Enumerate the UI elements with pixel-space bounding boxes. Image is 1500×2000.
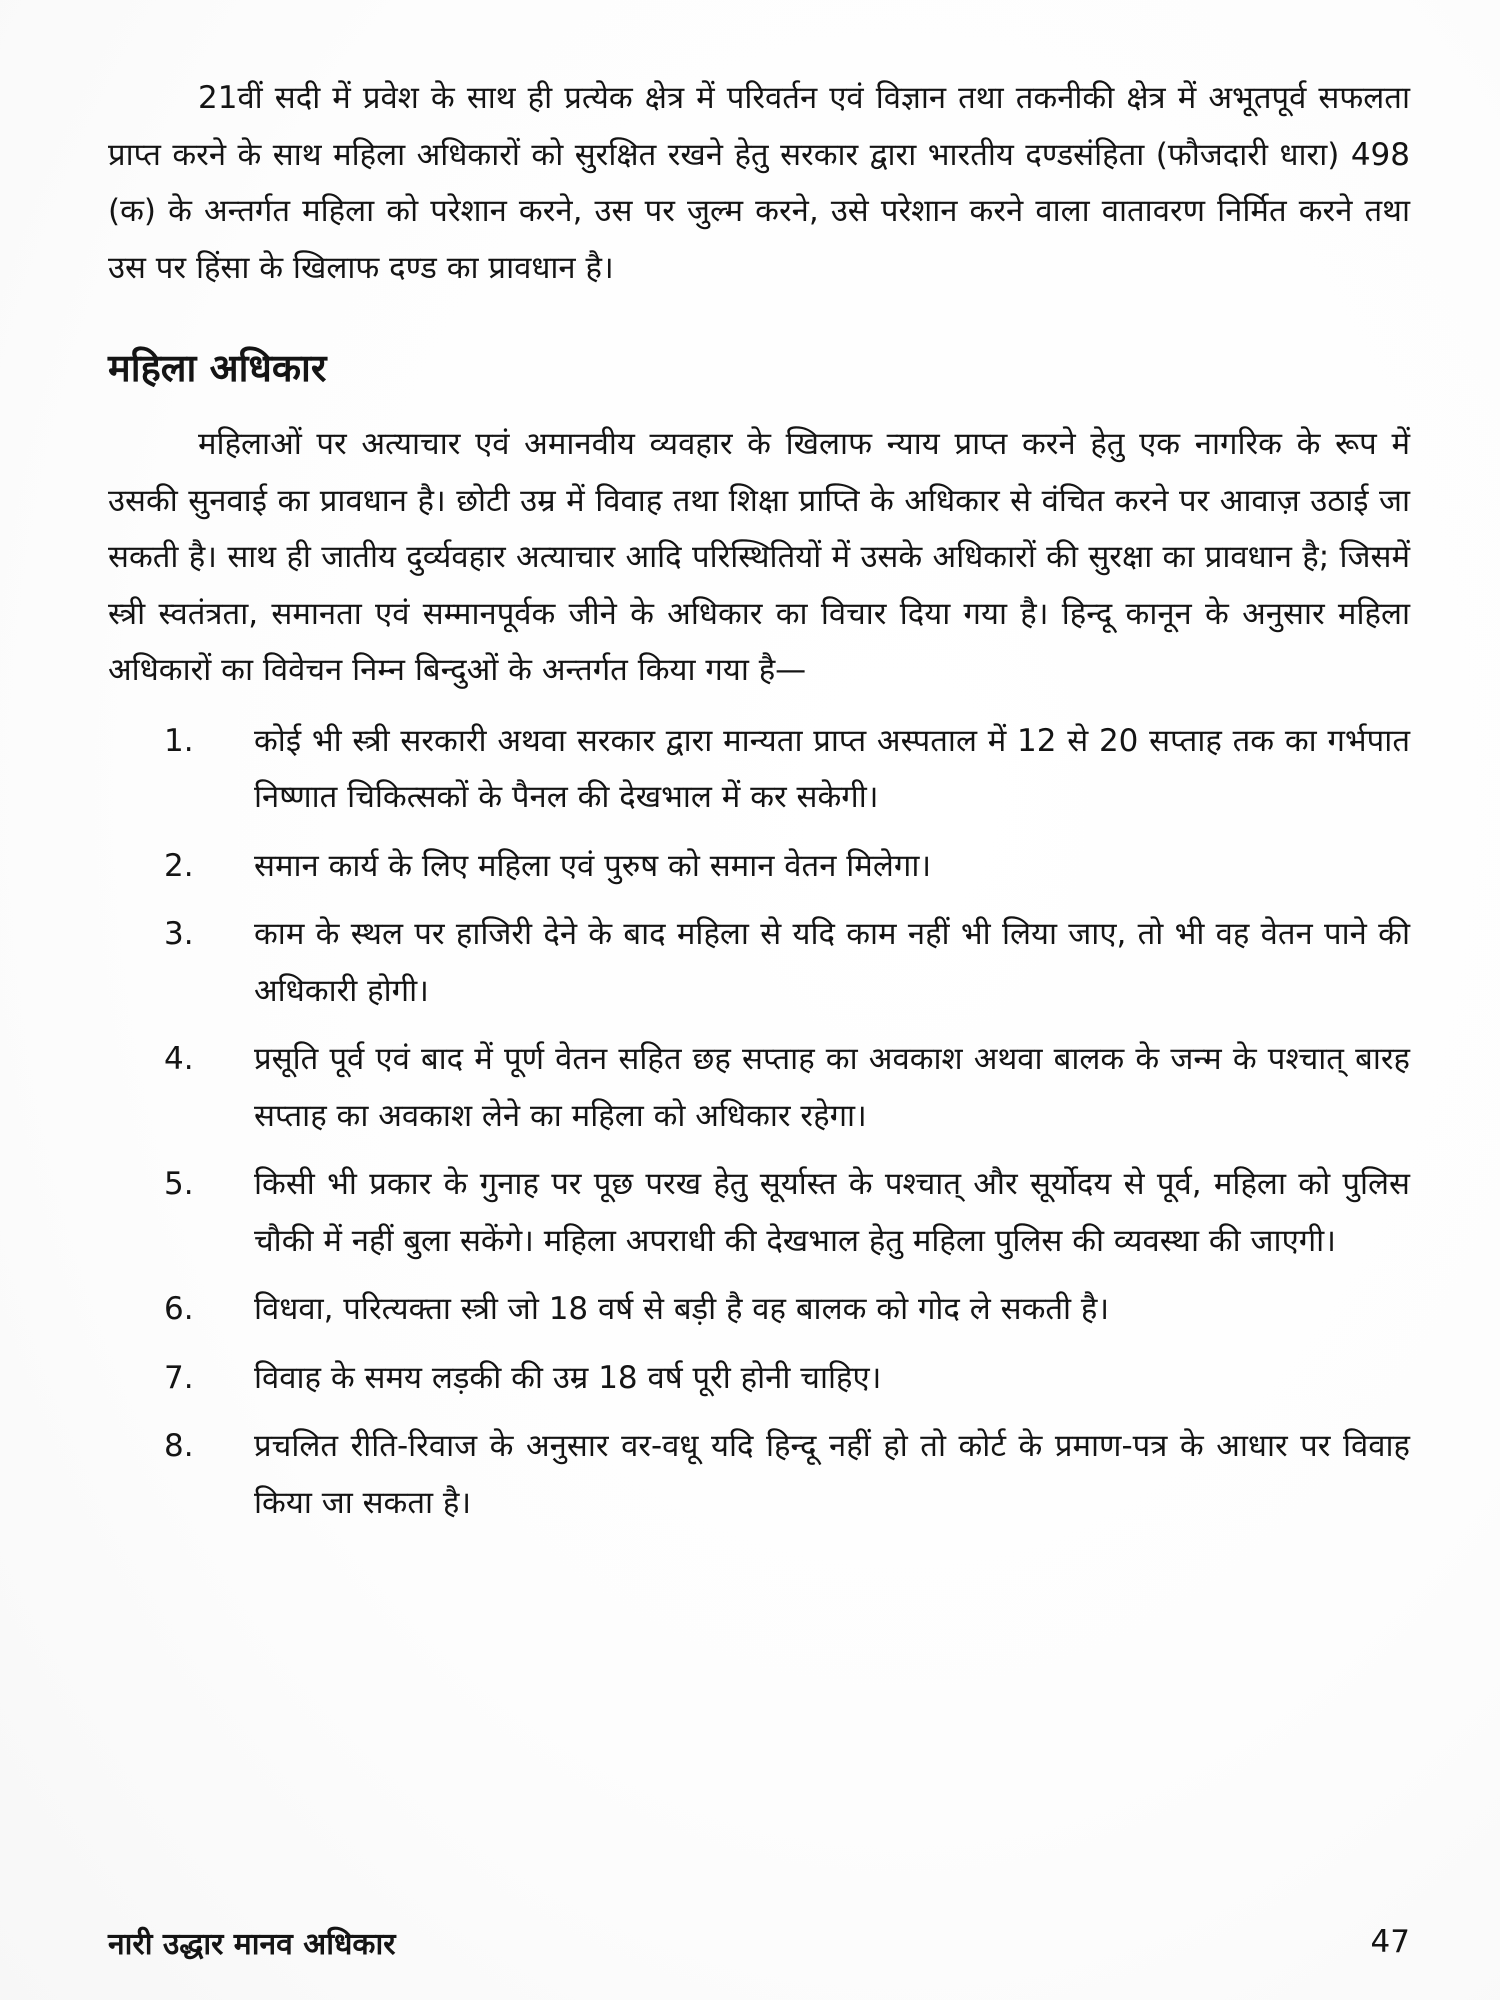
list-item xyxy=(108,1031,1410,1144)
page-footer xyxy=(108,1920,1410,1964)
list-item xyxy=(108,1281,1410,1338)
list-item xyxy=(108,1156,1410,1269)
list-item-text: विवाह के समय लड़की की उम्र 18 वर्ष पूरी होनी चाहिए। xyxy=(254,1359,882,1396)
list-item-number: 2. xyxy=(164,847,194,884)
list-item-text: प्रसूति पूर्व एवं बाद में पूर्ण वेतन सहित छह सप्ताह का अवकाश अथवा बालक के जन्म के पश्चात् बारह सप्ताह का अवकाश लेने का महिला को अधिकार रहेगा। xyxy=(254,1041,1410,1134)
list-item xyxy=(108,1350,1410,1407)
list-item xyxy=(108,713,1410,826)
list-item-text: कोई भी स्त्री सरकारी अथवा सरकार द्वारा मान्यता प्राप्त अस्पताल में 12 से 20 सप्ताह तक का गर्भपात निष्णात चिकित्सकों के पैनल की देखभाल में कर सकेगी। xyxy=(254,722,1410,815)
list-item xyxy=(108,838,1410,895)
list-item-number: 4. xyxy=(164,1041,194,1077)
list-item xyxy=(108,1418,1410,1531)
footer-book-title: नारी उद्धार मानव अधिकार xyxy=(108,1926,396,1962)
list-item xyxy=(108,906,1410,1019)
rights-list xyxy=(108,713,1410,1532)
list-item-text: समान कार्य के लिए महिला एवं पुरुष को समान वेतन मिलेगा। xyxy=(254,847,932,884)
list-item-number: 8. xyxy=(164,1428,194,1464)
list-item-text: किसी भी प्रकार के गुनाह पर पूछ परख हेतु सूर्यास्त के पश्चात् और सूर्योदय से पूर्व, महिला को पुलिस चौकी में नहीं बुला सकेंगे। महिला अपराधी की देखभाल हेतु महिला पुलिस की व्यवस्था की जाएगी। xyxy=(254,1166,1410,1259)
section-paragraph: महिलाओं पर अत्याचार एवं अमानवीय व्यवहार के खिलाफ न्याय प्राप्त करने हेतु एक नागरिक के रूप में उसकी सुनवाई का प्रावधान है। छोटी उम्र में विवाह तथा शिक्षा प्राप्ति के अधिकार से वंचित करने पर आवाज़ उठाई जा सकती है। साथ ही जातीय दुर्व्यवहार अत्याचार आदि परिस्थितियों में उसके अधिकारों की सुरक्षा का प्रावधान है; जिसमें स्त्री स्वतंत्रता, समानता एवं सम्मानपूर्वक जीने के अधिकार का विचार दिया गया है। हिन्दू कानून के अनुसार महिला अधिकारों का विवेचन निम्न बिन्दुओं के अन्तर्गत किया गया है— xyxy=(108,426,1410,688)
intro-paragraph: 21वीं सदी में प्रवेश के साथ ही प्रत्येक क्षेत्र में परिवर्तन एवं विज्ञान तथा तकनीकी क्षेत्र में अभूतपूर्व सफलता प्राप्त करने के साथ महिला अधिकारों को सुरक्षित रखने हेतु सरकार द्वारा भारतीय दण्डसंहिता (फौजदारी धारा) 498 (क) के अन्तर्गत महिला को परेशान करने, उस पर जुल्म करने, उसे परेशान करने वाला वातावरण निर्मित करने तथा उस पर हिंसा के खिलाफ दण्ड का प्रावधान है। xyxy=(108,80,1410,286)
section-heading: महिला अधिकार xyxy=(108,346,327,390)
list-item-text: विधवा, परित्यक्ता स्त्री जो 18 वर्ष से बड़ी है वह बालक को गोद ले सकती है। xyxy=(254,1291,1110,1327)
list-item-text: काम के स्थल पर हाजिरी देने के बाद महिला से यदि काम नहीं भी लिया जाए, तो भी वह वेतन पाने की अधिकारी होगी। xyxy=(254,916,1410,1009)
page-content xyxy=(108,70,1410,1543)
list-item-number: 6. xyxy=(164,1291,194,1327)
list-item-number: 1. xyxy=(164,722,194,759)
list-item-text: प्रचलित रीति-रिवाज के अनुसार वर-वधू यदि हिन्दू नहीं हो तो कोर्ट के प्रमाण-पत्र के आधार पर विवाह किया जा सकता है। xyxy=(254,1428,1410,1521)
list-item-number: 7. xyxy=(164,1359,194,1396)
page-number: 47 xyxy=(1370,1924,1410,1960)
list-item-number: 3. xyxy=(164,916,194,952)
list-item-number: 5. xyxy=(164,1166,194,1202)
